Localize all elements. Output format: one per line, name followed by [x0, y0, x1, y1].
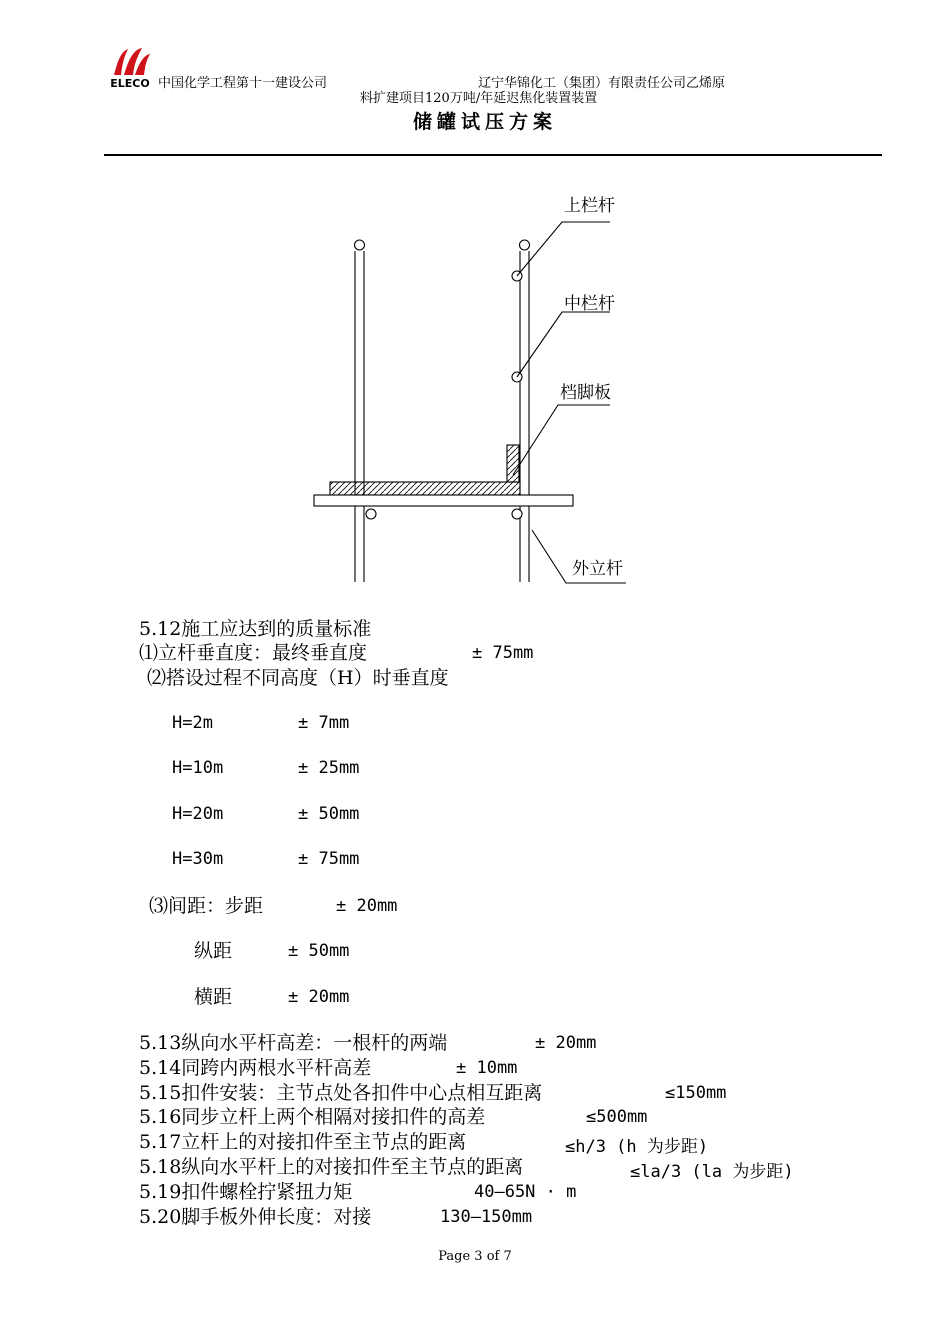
document-title: 储罐试压方案	[413, 111, 558, 133]
company-logo	[104, 45, 156, 91]
outer-pole-top	[520, 240, 530, 250]
header-rule	[104, 154, 882, 156]
scaffold-plank	[330, 482, 520, 495]
line-value: ± 10mm	[456, 1058, 518, 1078]
item-1-value: ± 75mm	[472, 643, 534, 663]
item-3-value: ± 20mm	[336, 896, 398, 916]
item-3-label: ⑶间距：步距	[149, 895, 264, 917]
item-1-label: ⑴立杆垂直度：最终垂直度	[139, 642, 368, 664]
inner-pole-top	[355, 240, 365, 250]
line-label: 5.20脚手板外伸长度：对接	[139, 1206, 372, 1228]
height-row-h: H=2m	[172, 713, 213, 733]
horizontal-bar	[314, 495, 573, 506]
line-value: ≤h/3 (h 为步距)	[565, 1137, 709, 1157]
section-5-12: 5.12施工应达到的质量标准	[139, 618, 372, 640]
label-toe-board: 档脚板	[560, 383, 611, 403]
svg-text:ELECO: ELECO	[110, 77, 150, 90]
toe-board	[507, 445, 519, 482]
label-outer-pole: 外立杆	[572, 559, 623, 579]
header-project-line: 料扩建项目120万吨/年延迟焦化装置装置	[360, 91, 598, 106]
item-2-label: ⑵搭设过程不同高度（H）时垂直度	[147, 667, 449, 689]
spacing-name: 纵距	[194, 940, 233, 962]
line-label: 5.13纵向水平杆高差：一根杆的两端	[139, 1032, 448, 1054]
line-value: ≤la/3 (la 为步距)	[630, 1162, 794, 1182]
line-label: 5.19扣件螺栓拧紧扭力矩	[139, 1181, 353, 1203]
label-top-rail: 上栏杆	[564, 196, 615, 216]
header-company-left: 中国化学工程第十一建设公司	[158, 76, 328, 91]
height-row-h: H=30m	[172, 849, 224, 869]
spacing-name: 横距	[194, 986, 233, 1008]
line-label: 5.18纵向水平杆上的对接扣件至主节点的距离	[139, 1156, 524, 1178]
spacing-value: ± 50mm	[288, 941, 350, 961]
line-label: 5.15扣件安装：主节点处各扣件中心点相互距离	[139, 1082, 543, 1104]
height-row-v: ± 75mm	[298, 849, 360, 869]
line-value: ≤150mm	[665, 1083, 727, 1103]
spacing-value: ± 20mm	[288, 987, 350, 1007]
page-number: Page 3 of 7	[438, 1249, 512, 1264]
label-mid-rail: 中栏杆	[564, 294, 615, 314]
line-label: 5.14同跨内两根水平杆高差	[139, 1057, 372, 1079]
line-label: 5.17立杆上的对接扣件至主节点的距离	[139, 1131, 467, 1153]
line-value: 40—65N · m	[474, 1182, 577, 1202]
height-row-h: H=20m	[172, 804, 224, 824]
line-value: ± 20mm	[535, 1033, 597, 1053]
guardrail-diagram	[300, 185, 660, 595]
line-value: 130—150mm	[440, 1207, 533, 1227]
line-label: 5.16同步立杆上两个相隔对接扣件的高差	[139, 1106, 486, 1128]
line-value: ≤500mm	[586, 1107, 648, 1127]
header-company-right: 辽宁华锦化工（集团）有限责任公司乙烯原	[478, 76, 726, 91]
height-row-v: ± 50mm	[298, 804, 360, 824]
height-row-h: H=10m	[172, 758, 224, 778]
height-row-v: ± 7mm	[298, 713, 350, 733]
height-row-v: ± 25mm	[298, 758, 360, 778]
